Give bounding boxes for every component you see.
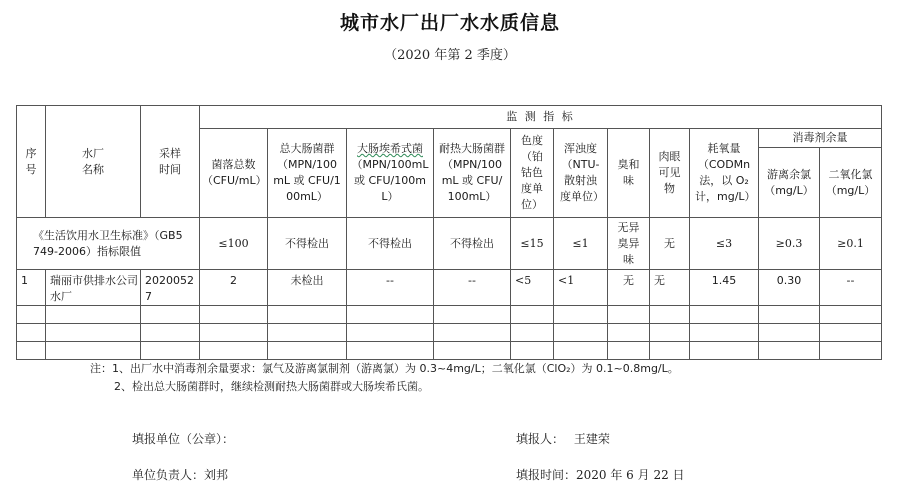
header-codmn [690,129,759,218]
header-unit: （MPN/100mL 或 CFU/100mL） [273,158,341,203]
cell-value: 0.30 [759,270,820,306]
cell-value [690,306,759,324]
cell-sample-time [141,306,200,324]
cell-value: <5 [511,270,554,306]
document-title: 城市水厂出厂水水质信息 [339,12,560,34]
table-row [17,342,882,360]
cell-value [347,342,434,360]
header-sample-time-label: 采样时间 [159,146,181,176]
cell-value [200,342,268,360]
header-unit: （mg/L） [764,183,814,197]
cell-value [820,306,882,324]
standard-value: 不得检出 [347,218,434,270]
cell-value [650,324,690,342]
cell-value: -- [347,270,434,306]
header-sample-time [141,106,200,218]
cell-sample-time [141,342,200,360]
report-time [516,466,685,483]
cell-value: 2 [200,270,268,306]
cell-value: 无 [608,270,650,306]
header-label: 浑浊度 [564,142,597,155]
header-color [511,129,554,218]
cell-value [759,342,820,360]
header-seq [17,106,46,218]
standard-limit-row [17,218,882,270]
standard-label [17,218,200,270]
cell-value [554,306,608,324]
notes-section [90,360,679,396]
standard-value: 不得检出 [268,218,347,270]
reporter [516,430,610,447]
header-label: 色度（铂钴色度单位） [521,134,543,211]
cell-plant-name [46,342,141,360]
cell-sample-time [141,324,200,342]
header-plant-name-label: 水厂名称 [82,146,104,176]
cell-value [650,342,690,360]
unit-head [132,466,228,483]
cell-value [511,342,554,360]
cell-value [347,306,434,324]
cell-seq [17,324,46,342]
cell-value [820,342,882,360]
cell-value [268,306,347,324]
cell-value [608,342,650,360]
header-e-coli [347,129,434,218]
header-seq-label: 序号 [25,146,37,176]
cell-value [690,324,759,342]
note-2: 2、检出总大肠菌群时，继续检测耐热大肠菌群或大肠埃希氏菌。 [114,380,429,393]
standard-value-text: 无异臭异味 [617,220,640,266]
table-row [17,324,882,342]
cell-plant-name [46,306,141,324]
standard-label-text: 《生活饮用水卫生标准》（GB5749-2006）指标限值 [33,228,183,258]
table-row [17,306,882,324]
standard-value: ≥0.1 [820,218,882,270]
header-label: 臭和味 [617,158,640,187]
cell-value: <1 [554,270,608,306]
header-label: 耐热大肠菌群 [439,142,505,155]
cell-value [690,342,759,360]
header-unit: （mg/L） [825,183,876,197]
cell-seq: 1 [17,270,46,306]
header-total-bacteria [200,129,268,218]
cell-value [200,306,268,324]
cell-value [434,324,511,342]
header-unit: （MPN/100mL 或 CFU/100mL） [441,158,503,203]
cell-value: 未检出 [268,270,347,306]
header-label: 肉眼可见物 [658,150,681,195]
header-label: 二氧化氯 [828,167,873,181]
cell-value [608,306,650,324]
header-label: 游离余氯 [767,167,811,181]
header-turbidity [554,129,608,218]
standard-value: ≥0.3 [759,218,820,270]
cell-value [347,324,434,342]
header-label: 总大肠菌群 [279,142,335,155]
header-plant-name [46,106,141,218]
cell-value: -- [820,270,882,306]
cell-plant-name [46,324,141,342]
cell-value [268,342,347,360]
header-thermo-coliform [434,129,511,218]
table-row [17,270,882,306]
cell-value [650,306,690,324]
header-unit: （NTU-散射浊度单位） [560,158,604,203]
standard-value: 无 [650,218,690,270]
cell-value: -- [434,270,511,306]
document-subtitle: （2020 年第 2 季度） [384,48,516,63]
header-unit: （MPN/100mL 或 CFU/100mL） [351,158,429,203]
header-unit: （CFU/mL） [202,174,267,187]
cell-value [200,324,268,342]
header-visible [650,129,690,218]
header-label: 菌落总数 [211,158,256,171]
header-odor [608,129,650,218]
cell-value [511,306,554,324]
cell-value [268,324,347,342]
header-monitoring-group: 监 测 指 标 [200,106,882,129]
header-disinfectant-group: 消毒剂余量 [759,129,882,148]
header-clo2 [820,148,882,218]
cell-seq [17,342,46,360]
cell-value [759,324,820,342]
cell-value [434,342,511,360]
unit-head-name: 刘邦 [204,468,229,482]
reporting-unit [132,430,234,447]
cell-value [608,324,650,342]
unit-head-label: 单位负责人： [132,468,205,482]
cell-value: 无 [650,270,690,306]
cell-value [434,306,511,324]
cell-value [554,342,608,360]
reporting-unit-label: 填报单位（公章）： [132,432,235,446]
note-1: 注：1、出厂水中消毒剂余量要求：氯气及游离氯制剂（游离氯）为 0.3~4mg/L；二氧化氯（ClO₂）为 0.1~0.8mg/L。 [90,362,679,375]
header-free-chlorine [759,148,820,218]
reporter-label: 填报人： [516,432,565,446]
cell-seq [17,306,46,324]
header-total-coliform [268,129,347,218]
cell-value [820,324,882,342]
cell-value [511,324,554,342]
header-label: 耗氧量 [707,142,741,155]
cell-sample-time: 20200527 [141,270,200,306]
standard-value: ≤1 [554,218,608,270]
standard-value: ≤3 [690,218,759,270]
standard-value: ≤100 [200,218,268,270]
water-quality-table [16,105,882,360]
standard-value: 不得检出 [434,218,511,270]
cell-plant-name: 瑞丽市供排水公司水厂 [46,270,141,306]
cell-value: 1.45 [690,270,759,306]
standard-value [608,218,650,270]
header-unit: （CODMn 法，以 O₂ 计，mg/L） [695,158,756,203]
standard-value: ≤15 [511,218,554,270]
reporter-name: 王建荣 [573,432,610,446]
report-time-value: 2020 年 6 月 22 日 [576,468,685,482]
report-time-label: 填报时间： [516,468,577,482]
header-label: 大肠埃希式菌 [357,142,423,155]
cell-value [554,324,608,342]
cell-value [759,306,820,324]
